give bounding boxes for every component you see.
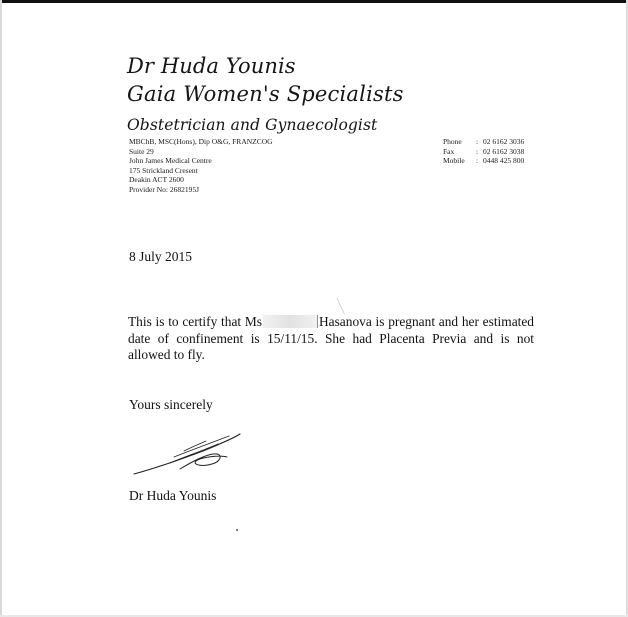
phone-label: Phone [443, 137, 462, 146]
medical-centre-line: John James Medical Centre [129, 156, 212, 166]
body-prefix: This is to certify that Ms [128, 314, 262, 329]
fax-separator: : [476, 146, 479, 156]
suite-line: Suite 29 [129, 146, 154, 156]
letterhead-specialty: Obstetrician and Gynaecologist [127, 116, 378, 134]
letterhead-doctor-name: Dr Huda Younis [127, 54, 296, 78]
phone-separator: : [476, 137, 479, 146]
letter-date: 8 July 2015 [129, 249, 193, 264]
mobile-label: Mobile [443, 156, 465, 166]
street-address-line: 175 Strickland Cresent [129, 165, 198, 175]
fax-label: Fax [443, 146, 455, 156]
mobile-line [443, 156, 563, 166]
redacted-name [263, 315, 318, 328]
fax-line [443, 147, 563, 157]
mobile-number: 0448 425 800 [483, 156, 525, 166]
top-scan-border [0, 0, 628, 3]
phone-line [443, 137, 563, 147]
qualification-line: MBChB, MSC(Hons), Dip O&G, FRANZCOG [129, 137, 273, 146]
closing-line: Yours sincerely [129, 397, 213, 412]
left-scan-border [0, 0, 2, 617]
scan-speck [236, 529, 238, 531]
provider-number-line: Provider No: 2682195J [129, 184, 199, 194]
scan-mark [337, 295, 351, 314]
signature-image [126, 426, 244, 480]
contact-block [443, 137, 563, 166]
signatory-name: Dr Huda Younis [129, 488, 217, 503]
suburb-line: Deakin ACT 2600 [129, 175, 184, 185]
phone-number: 02 6162 3036 [483, 137, 525, 146]
address-block [129, 137, 369, 195]
body-rest: Hasanova is pregnant and her estimated date of confinement is 15/11/15. She had Placenta Previa and is not allowed to fly. [128, 314, 534, 363]
letterhead-practice-name: Gaia Women's Specialists [127, 82, 404, 106]
certificate-body [128, 314, 534, 364]
fax-number: 02 6162 3038 [483, 146, 525, 156]
mobile-separator: : [476, 156, 479, 166]
